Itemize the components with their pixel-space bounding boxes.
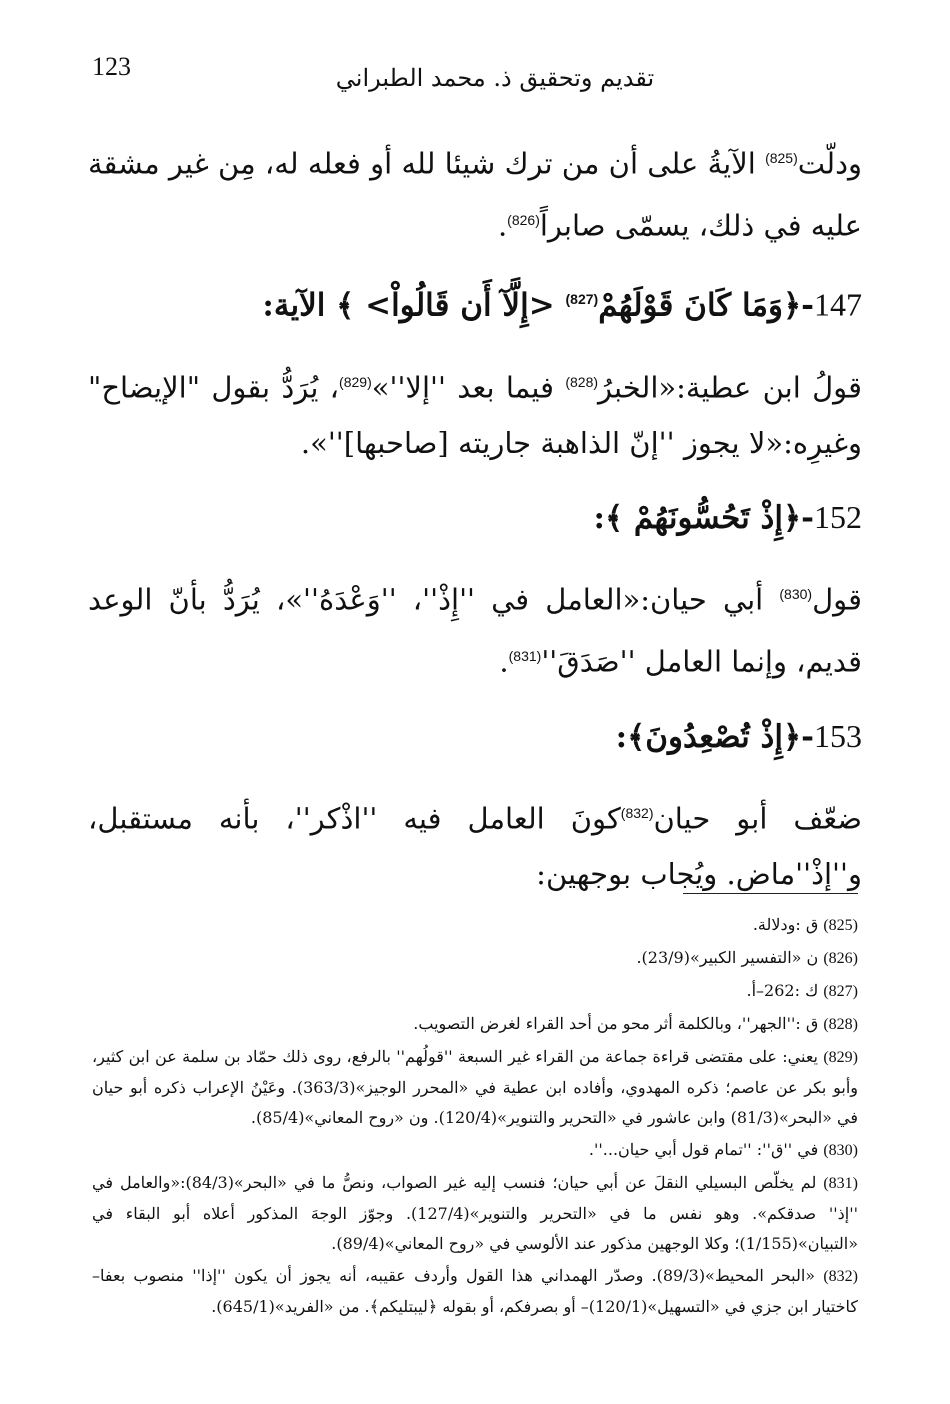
running-head: تقديم وتحقيق ذ. محمد الطبراني [335,64,655,92]
verse-heading-152 [88,489,862,546]
footnote-ref-826: (826) [507,211,540,228]
footnote-number: (828) [823,1016,858,1033]
verse-number: 152 [814,499,862,536]
text: ضعّف أبو حيان [653,801,862,836]
text: ، يُرَدُّ بقول "الإيضاح" وغيرِه:«لا يجوز ''إنّ الذاهبة جاريته [صاحبها]''». [88,370,862,461]
footnote-829 [92,1042,858,1133]
footnote-text: ن «التفسير الكبير»(23/9). [636,948,824,967]
footnote-text: ق :''الجهر''، وبالكلمة أثر محو من أحد القراء لغرض التصويب. [413,1014,824,1033]
text: قولُ ابن عطية:«الخبرُ [598,370,863,405]
footnote-text: ق :ودلالة. [752,915,824,934]
footnote-number: (831) [823,1175,858,1192]
footnote-ref-827: (827) [565,291,599,308]
footnote-number: (829) [823,1049,858,1066]
text: الآيةُ على أن من ترك شيئا لله أو فعله له، مِن غير مشقة عليه في ذلك، يسمّى صابراً [88,146,862,243]
footnote-ref-825: (825) [765,150,798,166]
footnote-828 [92,1009,858,1040]
footnote-826 [92,943,858,974]
footnote-830 [92,1135,858,1166]
verse-heading-153 [88,708,862,765]
footnote-827 [92,976,858,1007]
text: ودلّت [797,146,862,181]
footnote-ref-831: (831) [508,647,542,664]
footnote-ref-832: (832) [620,804,654,821]
verse-heading-147 [88,271,862,333]
text: أبي حيان:«العامل في ''إِذْ''، ''وَعْدَهُ''»، يُرَدُّ بأنّ الوعد قديم، وإنما العامل ''صَدَقَ'' [88,582,862,679]
text: كونَ العامل فيه ''اذْكر''، بأنه مستقبل، و''إذْ''ماض. ويُجاب بوجهين: [88,801,862,892]
main-text [88,130,862,920]
footnote-ref-828: (828) [565,373,599,390]
verse-number: 147 [814,286,862,323]
text: قول [812,582,862,617]
paragraph-3 [88,566,862,689]
footnote-text: «البحر المحيط»(89/3). وصدّر الهمداني هذا القول وأردف عقيبه، أنه يجوز أن يكون ''إذا'' منصوب بعفا– كاختيار ابن جزي في «التسهيل»(120/1)– أو بصرفكم، أو بقوله ﴿ليبتليكم﴾. من «الفريد»(645/1). [92,1266,858,1316]
page-number: 123 [92,52,131,81]
footnote-ref-830: (830) [779,586,813,603]
verse-text: -﴿إِذْ تُصْعِدُونَ﴾: [615,718,814,755]
footnote-number: (827) [823,983,858,1000]
verse-number: 153 [814,717,862,754]
footnote-ref-829: (829) [339,373,372,390]
footnote-text: لم يخلّص البسيلي النقلَ عن أبي حيان؛ فنسب إليه غير الصواب، ونصُّ ما في «البحر»(84/3):«والعامل في ''إذ'' صدقكم». وهو نفس ما في «التحرير والتنوير»(127/4). وجوّز الوجهَ المذكور أعلاه أبو البقاء في «التبيان»(1/155)؛ وكلا الوجهين مذكور عند الألوسي في «روح المعاني»(89/4). [92,1173,858,1253]
footnote-text: يعني: على مقتضى قراءة جماعة من القراء غير السبعة ''قولُهم'' بالرفع، روى ذلك حمّاد بن سلمة عن ابن كثير، وأبو بكر عن عاصم؛ ذكره المهدوي، وأفاده ابن عطية في «المحرر الوجيز»(363/3). وعَيْنُ الإعراب ذكره أبو حيان في «البحر»(81/3) وابن عاشور في «التحرير والتنوير»(120/4). ون «روح المعاني»(85/4). [92,1047,858,1127]
footnote-number: (825) [823,917,858,934]
footnote-831 [92,1168,858,1259]
paragraph-4 [88,785,862,903]
footnote-number: (830) [823,1142,858,1159]
paragraph-1 [88,130,862,253]
verse-text: -﴿وَمَا كَانَ قَوْلَهُمْ [598,287,814,324]
verse-text: -﴿إِذْ تَحُسُّونَهُمْ ﴾: [593,500,814,537]
footnote-number: (832) [823,1268,858,1285]
text: . [499,644,509,679]
footnote-text: في ''ق'': ''تمام قول أبي حيان...''. [588,1140,824,1159]
paragraph-2 [88,354,862,472]
footnotes [92,910,858,1324]
footnote-number: (826) [823,950,858,967]
text: فيما بعد ''إلا''» [371,370,566,405]
text: . [497,208,508,243]
verse-text: <إِلَّآ أَن قَالُواْ> ﴾ الآية: [262,287,566,324]
footnote-text: ك :262–أ. [746,981,824,1000]
footnote-825 [92,910,858,941]
footnote-separator [683,893,858,894]
footnote-832 [92,1261,858,1322]
